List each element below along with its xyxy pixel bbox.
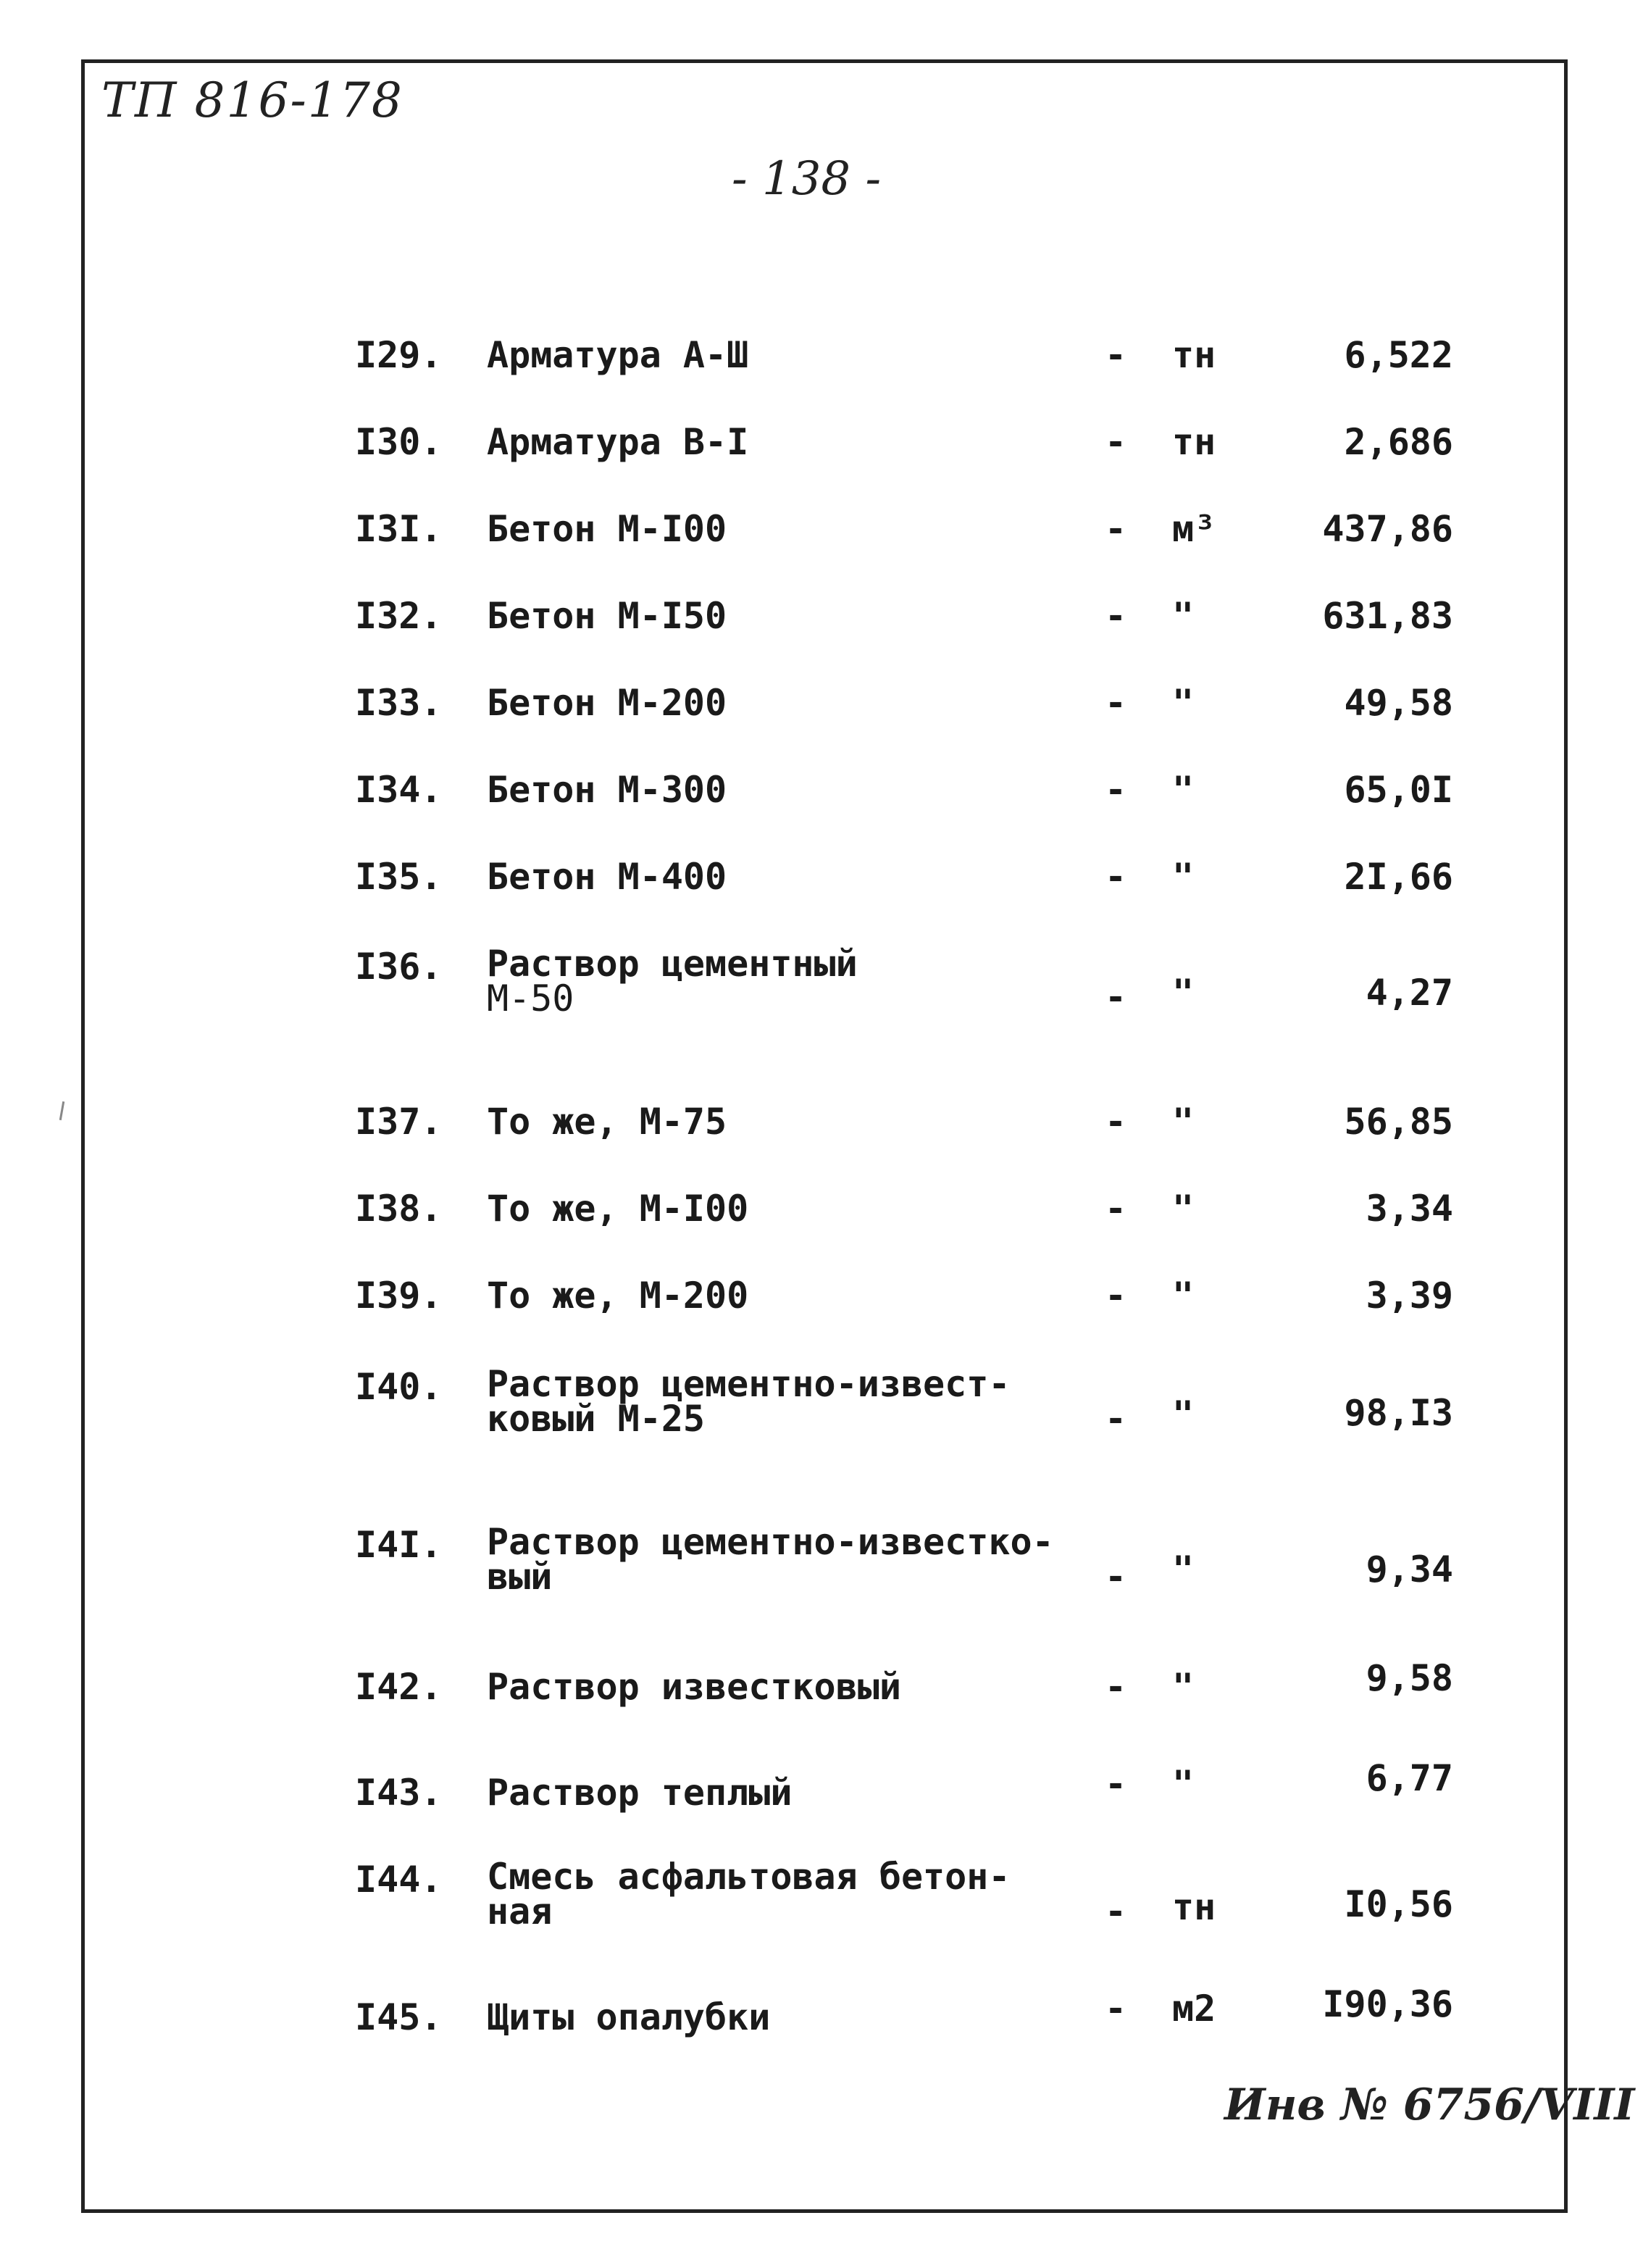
item-value: 6,522 <box>1344 334 1453 376</box>
item-name: То же, М-I00 <box>487 1188 749 1230</box>
item-name: Бетон М-I00 <box>487 508 727 550</box>
item-dash: - <box>1105 421 1127 463</box>
item-name: Бетон М-I50 <box>487 595 727 637</box>
item-value: 437,86 <box>1322 508 1453 550</box>
item-value: 4,27 <box>1366 972 1453 1014</box>
item-name: Арматура В-I <box>487 421 749 463</box>
item-number: I32. <box>355 595 443 637</box>
item-number: I45. <box>355 1996 443 2038</box>
item-name: Бетон М-400 <box>487 856 727 898</box>
item-dash: - <box>1105 1188 1127 1230</box>
item-value: 49,58 <box>1344 682 1453 724</box>
item-dash: - <box>1105 1275 1127 1317</box>
item-dash: - <box>1105 334 1127 376</box>
scan-mark <box>59 1101 64 1120</box>
item-number: I4I. <box>355 1524 443 1566</box>
item-dash: - <box>1105 1890 1127 1933</box>
item-unit: " <box>1172 1666 1195 1708</box>
item-unit: " <box>1172 856 1195 898</box>
item-unit: " <box>1172 769 1195 811</box>
item-dash: - <box>1105 769 1127 811</box>
item-name: Щиты опалубки <box>487 1996 771 2038</box>
item-name: То же, М-75 <box>487 1101 727 1143</box>
item-dash: - <box>1105 856 1127 898</box>
item-dash: - <box>1105 1988 1127 2030</box>
item-value: 631,83 <box>1322 595 1453 637</box>
item-number: I3I. <box>355 508 443 550</box>
item-number: I29. <box>355 334 443 376</box>
item-name: Раствор цементный М-50 <box>487 943 858 1020</box>
item-dash: - <box>1105 1666 1127 1708</box>
item-unit: " <box>1172 682 1195 724</box>
item-unit: " <box>1172 1393 1195 1435</box>
item-number: I40. <box>355 1366 443 1408</box>
item-dash: - <box>1105 1556 1127 1598</box>
item-dash: - <box>1105 1763 1127 1805</box>
item-value: 65,0I <box>1344 769 1453 811</box>
item-unit: м2 <box>1172 1988 1216 2030</box>
item-number: I39. <box>355 1275 443 1317</box>
item-number: I42. <box>355 1666 443 1708</box>
item-number: I43. <box>355 1772 443 1814</box>
item-unit: м³ <box>1172 508 1216 550</box>
item-name: Бетон М-200 <box>487 682 727 724</box>
item-number: I35. <box>355 856 443 898</box>
item-value: 2,686 <box>1344 421 1453 463</box>
item-unit: " <box>1172 1188 1195 1230</box>
item-number: I30. <box>355 421 443 463</box>
item-name: Смесь асфальтовая бетон- ная <box>487 1856 1011 1933</box>
item-value: 98,I3 <box>1344 1392 1453 1434</box>
item-value: 2I,66 <box>1344 856 1453 898</box>
item-name: То же, М-200 <box>487 1275 749 1317</box>
inventory-stamp: Инв № 6756/VIII <box>1224 2080 1635 2130</box>
item-unit: тн <box>1172 1886 1216 1928</box>
item-name: Раствор теплый <box>487 1772 793 1814</box>
item-value: 3,39 <box>1366 1275 1453 1317</box>
item-number: I37. <box>355 1101 443 1143</box>
item-value: 56,85 <box>1344 1101 1453 1143</box>
item-unit: " <box>1172 1763 1195 1805</box>
item-unit: " <box>1172 1101 1195 1143</box>
item-value: I90,36 <box>1322 1983 1453 2025</box>
item-unit: тн <box>1172 334 1216 376</box>
item-dash: - <box>1105 595 1127 637</box>
item-dash: - <box>1105 1398 1127 1440</box>
item-value: I0,56 <box>1344 1883 1453 1925</box>
item-number: I33. <box>355 682 443 724</box>
item-name: Раствор цементно-известко- вый <box>487 1521 1054 1598</box>
item-value: 3,34 <box>1366 1188 1453 1230</box>
item-number: I36. <box>355 946 443 988</box>
item-value: 9,58 <box>1366 1657 1453 1699</box>
document-code: ТП 816-178 <box>101 72 404 128</box>
item-name: Арматура А-Ш <box>487 334 749 376</box>
item-number: I38. <box>355 1188 443 1230</box>
item-unit: " <box>1172 1548 1195 1590</box>
item-value: 9,34 <box>1366 1548 1453 1590</box>
item-number: I34. <box>355 769 443 811</box>
item-unit: " <box>1172 595 1195 637</box>
item-number: I44. <box>355 1859 443 1901</box>
item-unit: " <box>1172 972 1195 1014</box>
page-number: - 138 - <box>732 152 882 206</box>
item-dash: - <box>1105 1101 1127 1143</box>
item-name: Раствор цементно-извест- ковый М-25 <box>487 1363 1011 1440</box>
item-dash: - <box>1105 508 1127 550</box>
item-dash: - <box>1105 976 1127 1018</box>
item-name: Бетон М-300 <box>487 769 727 811</box>
item-unit: тн <box>1172 421 1216 463</box>
item-value: 6,77 <box>1366 1757 1453 1799</box>
item-dash: - <box>1105 682 1127 724</box>
item-name: Раствор известковый <box>487 1666 901 1708</box>
item-unit: " <box>1172 1275 1195 1317</box>
